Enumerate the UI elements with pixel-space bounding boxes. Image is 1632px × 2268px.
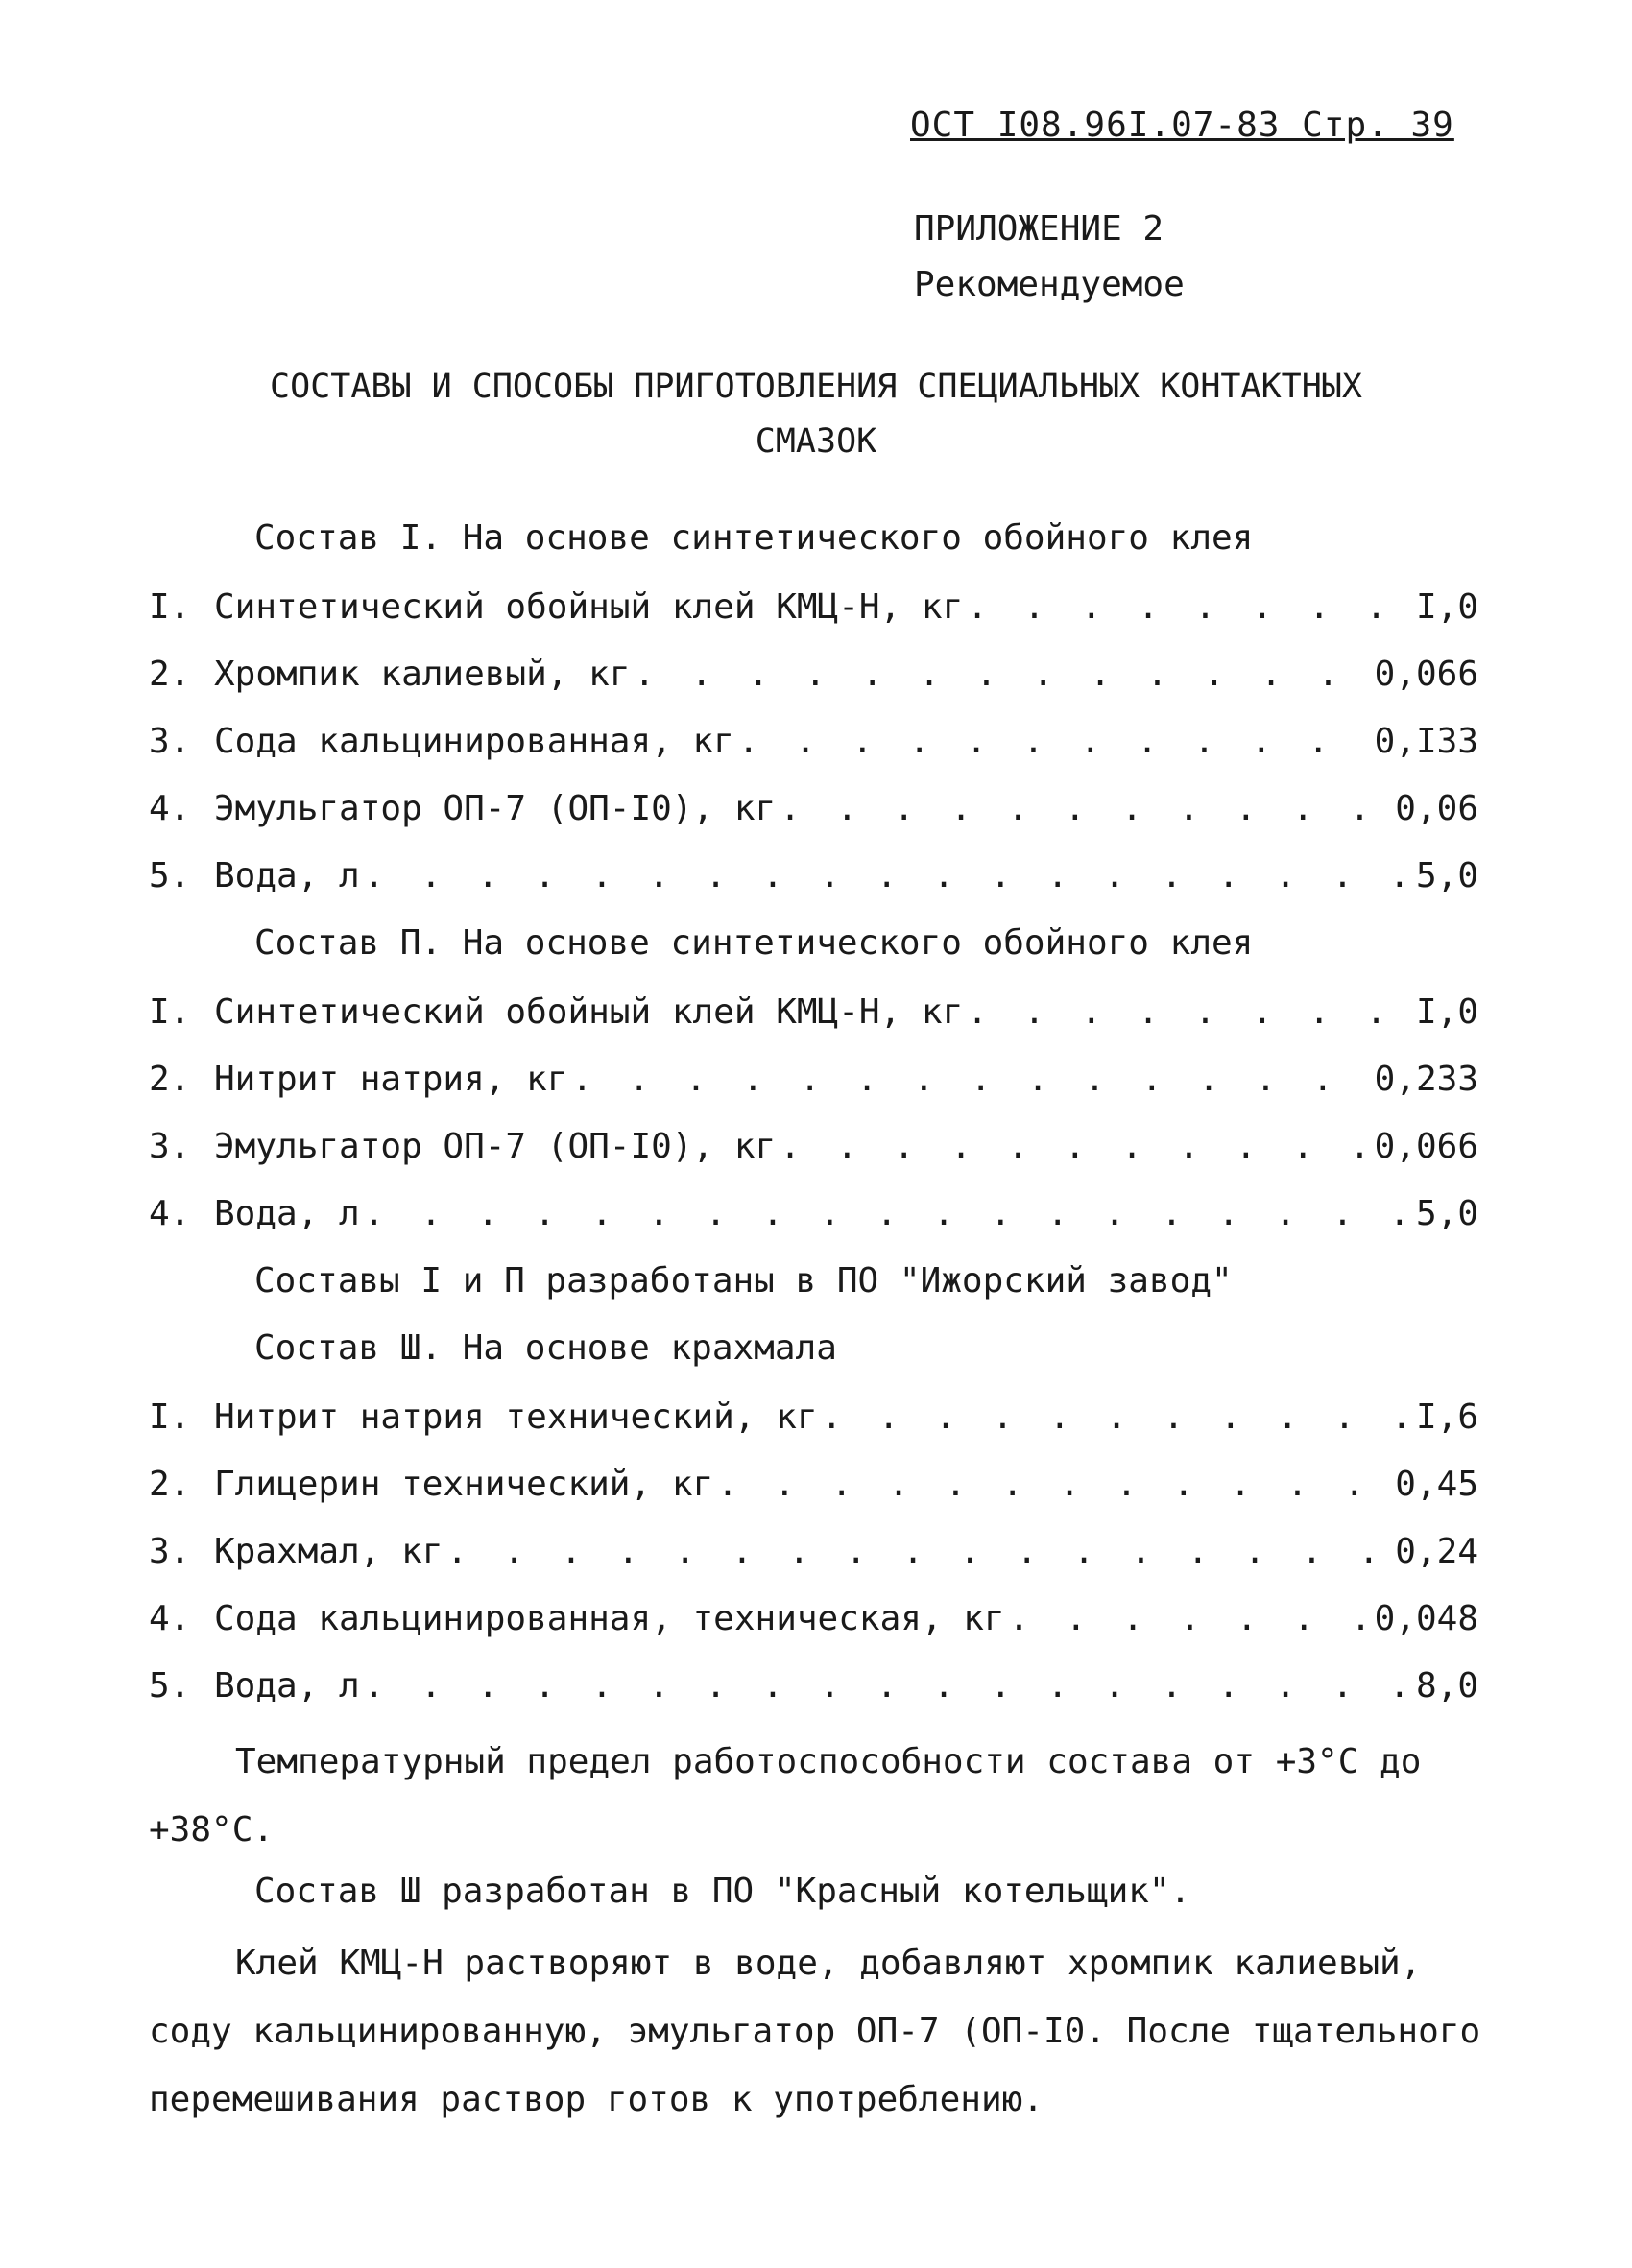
item-value: 0,233 — [1374, 1060, 1478, 1099]
item-value: 0,066 — [1374, 1127, 1478, 1166]
item-name: Эмульгатор ОП-7 (ОП-I0), кг — [214, 789, 777, 828]
dot-leader — [364, 1194, 1412, 1233]
document-header: ОСТ I08.96I.07-83 Стр. 39 — [910, 106, 1454, 145]
item-name: Вода, л — [214, 1194, 360, 1233]
composition-2-item — [149, 1060, 1478, 1099]
composition-3-heading: Состав Ш. На основе крахмала — [254, 1328, 837, 1368]
item-number: 2. — [149, 655, 191, 694]
appendix-title: ПРИЛОЖЕНИЕ 2 — [914, 209, 1164, 249]
item-name: Синтетический обойный клей КМЦ-Н, кг — [214, 992, 964, 1032]
item-value: I,6 — [1415, 1397, 1478, 1437]
dot-leader — [634, 655, 1370, 694]
item-value: 5,0 — [1415, 1194, 1478, 1233]
item-name: Сода кальцинированная, техническая, кг — [214, 1599, 1005, 1638]
item-value: I,0 — [1415, 992, 1478, 1032]
document-title-line-1: СОСТАВЫ И СПОСОБЫ ПРИГОТОВЛЕНИЯ СПЕЦИАЛЬНЫХ КОНТАКТНЫХ — [270, 368, 1362, 406]
temperature-note-text: Температурный предел работоспособности состава от +3°С до +38°С. — [149, 1742, 1422, 1850]
item-name: Нитрит натрия, кг — [214, 1060, 568, 1099]
dot-leader — [780, 789, 1391, 828]
dot-leader — [780, 1127, 1370, 1166]
composition-3-item — [149, 1599, 1478, 1638]
composition-3-item — [149, 1532, 1478, 1571]
developed-note-1-2: Составы I и П разработаны в ПО "Ижорский завод" — [254, 1261, 1233, 1301]
composition-3-item — [149, 1666, 1478, 1706]
dot-leader — [967, 992, 1412, 1032]
item-number: I. — [149, 1397, 191, 1437]
item-value: 0,048 — [1374, 1599, 1478, 1638]
preparation-text: Клей КМЦ-Н растворяют в воде, добавляют хромпик калиевый, соду кальцинированную, эмульгатор ОП-7 (ОП-I0. После тщательного перемешивания раствор готов к употреблению. — [149, 1944, 1481, 2119]
preparation-paragraph — [149, 1929, 1493, 2134]
dot-leader — [822, 1397, 1412, 1437]
dot-leader — [967, 587, 1412, 627]
item-number: I. — [149, 992, 191, 1032]
item-name: Сода кальцинированная, кг — [214, 722, 734, 761]
composition-1-item — [149, 655, 1478, 694]
item-number: 3. — [149, 1127, 191, 1166]
composition-3-item — [149, 1397, 1478, 1437]
item-number: 4. — [149, 1194, 191, 1233]
item-number: I. — [149, 587, 191, 627]
item-value: 0,066 — [1374, 655, 1478, 694]
composition-3-item — [149, 1465, 1478, 1504]
item-number: 5. — [149, 856, 191, 895]
item-number: 2. — [149, 1060, 191, 1099]
temperature-note — [149, 1728, 1493, 1864]
item-name: Хромпик калиевый, кг — [214, 655, 631, 694]
composition-2-item — [149, 1127, 1478, 1166]
item-name: Нитрит натрия технический, кг — [214, 1397, 818, 1437]
item-number: 4. — [149, 789, 191, 828]
item-name: Эмульгатор ОП-7 (ОП-I0), кг — [214, 1127, 777, 1166]
item-value: 0,I33 — [1374, 722, 1478, 761]
item-value: 0,06 — [1395, 789, 1478, 828]
item-number: 3. — [149, 722, 191, 761]
item-value: 5,0 — [1415, 856, 1478, 895]
composition-2-item — [149, 992, 1478, 1032]
composition-1-heading: Состав I. На основе синтетического обойного клея — [254, 518, 1254, 558]
dot-leader — [364, 856, 1412, 895]
item-value: I,0 — [1415, 587, 1478, 627]
item-number: 2. — [149, 1465, 191, 1504]
item-number: 5. — [149, 1666, 191, 1706]
composition-2-item — [149, 1194, 1478, 1233]
item-value: 0,45 — [1395, 1465, 1478, 1504]
composition-1-item — [149, 789, 1478, 828]
dot-leader — [364, 1666, 1412, 1706]
dot-leader — [717, 1465, 1391, 1504]
item-name: Вода, л — [214, 856, 360, 895]
item-number: 4. — [149, 1599, 191, 1638]
dot-leader — [571, 1060, 1370, 1099]
composition-1-item — [149, 587, 1478, 627]
developed-note-3: Состав Ш разработан в ПО "Красный котельщик". — [254, 1872, 1191, 1911]
item-value: 8,0 — [1415, 1666, 1478, 1706]
document-title-line-2: СМАЗОК — [755, 422, 877, 461]
item-name: Синтетический обойный клей КМЦ-Н, кг — [214, 587, 964, 627]
dot-leader — [738, 722, 1371, 761]
item-name: Глицерин технический, кг — [214, 1465, 714, 1504]
appendix-subtitle: Рекомендуемое — [914, 265, 1185, 304]
composition-2-heading: Состав П. На основе синтетического обойного клея — [254, 923, 1254, 963]
dot-leader — [446, 1532, 1391, 1571]
item-number: 3. — [149, 1532, 191, 1571]
item-name: Крахмал, кг — [214, 1532, 444, 1571]
item-value: 0,24 — [1395, 1532, 1478, 1571]
composition-1-item — [149, 856, 1478, 895]
composition-1-item — [149, 722, 1478, 761]
item-name: Вода, л — [214, 1666, 360, 1706]
dot-leader — [1009, 1599, 1371, 1638]
